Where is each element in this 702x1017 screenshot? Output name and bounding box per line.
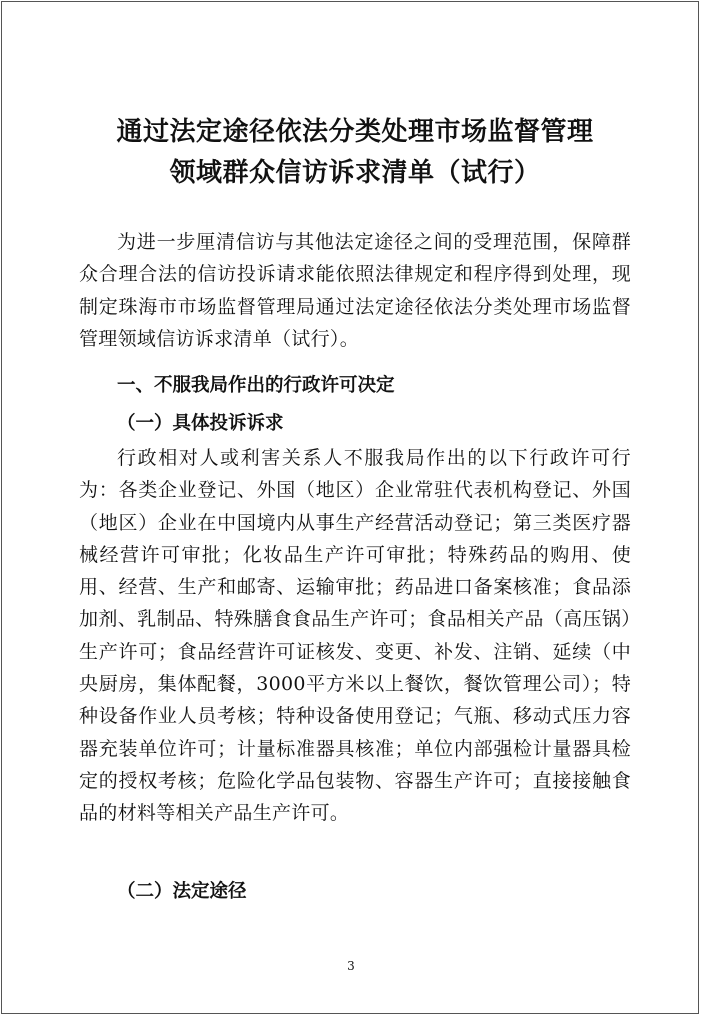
section-1-heading: 一、不服我局作出的行政许可决定 xyxy=(117,375,395,396)
intro-paragraph: 为进一步厘清信访与其他法定途径之间的受理范围，保障群众合理合法的信访投诉请求能依照法律规定和程序得到处理，现制定珠海市市场监督管理局通过法定途径依法分类处理市场监督管理领域信访诉求清单（试行）。 xyxy=(79,231,631,350)
page-number: 3 xyxy=(347,959,355,973)
title-line-1: 通过法定途径依法分类处理市场监督管理 xyxy=(116,117,594,147)
subsection-1-heading: （一）具体投诉诉求 xyxy=(117,413,284,434)
document-title xyxy=(79,112,631,194)
subsection-1-body: 行政相对人或利害关系人不服我局作出的以下行政许可行为：各类企业登记、外国（地区）企业常驻代表机构登记、外国（地区）企业在中国境内从事生产经营活动登记；第三类医疗器械经营许可审批；化妆品生产许可审批；特殊药品的购用、使用、经营、生产和邮寄、运输审批；药品进口备案核准；食品添加剂、乳制品、特殊膳食食品生产许可；食品相关产品（高压锅）生产许可；食品经营许可证核发、变更、补发、注销、延续（中央厨房，集体配餐，3000平方米以上餐饮，餐饮管理公司）；特种设备作业人员考核；特种设备使用登记；气瓶、移动式压力容器充装单位许可；计量标准器具核准；单位内部强检计量器具检定的授权考核；危险化学品包装物、容器生产许可；直接接触食品的材料等相关产品生产许可。 xyxy=(79,447,631,825)
subsection-2-heading: （二）法定途径 xyxy=(117,881,247,902)
title-line-2: 领域群众信访诉求清单（试行） xyxy=(169,158,541,188)
